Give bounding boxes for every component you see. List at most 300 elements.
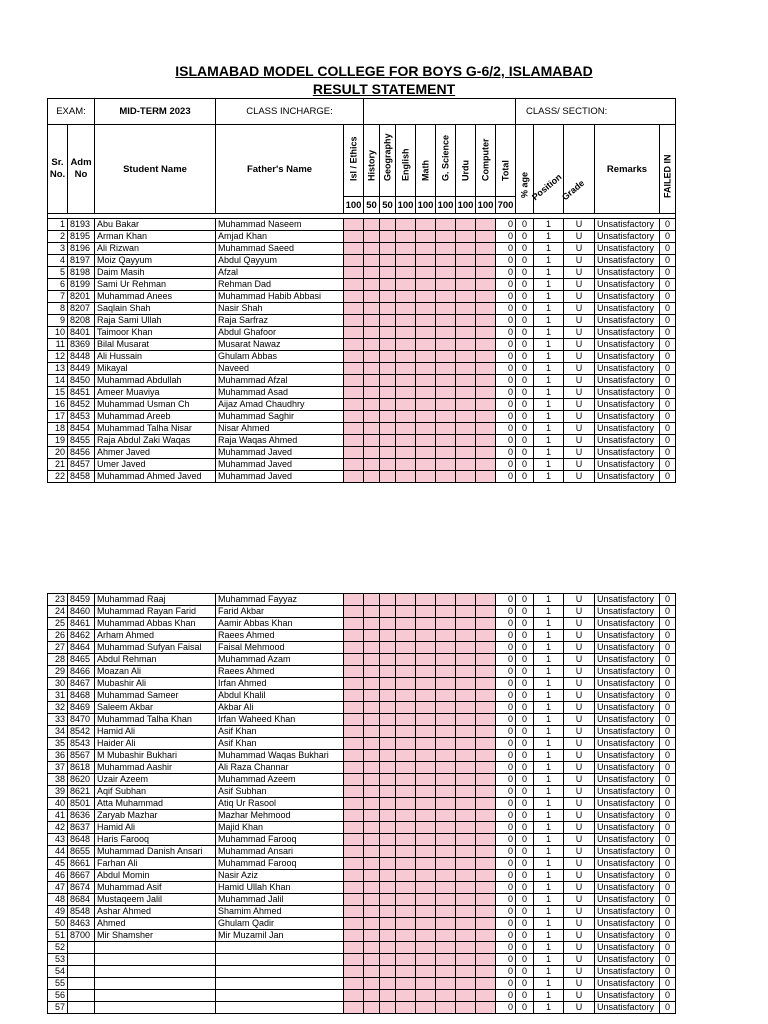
percent-cell: 0	[516, 411, 534, 423]
student-name-cell: Bilal Musarat	[95, 339, 216, 351]
marks-cell	[416, 822, 436, 834]
marks-cell	[456, 471, 476, 483]
marks-cell	[380, 435, 396, 447]
grade-cell: U	[564, 654, 595, 666]
student-name-cell: Haris Farooq	[95, 834, 216, 846]
marks-cell	[396, 327, 416, 339]
class-incharge-value	[364, 99, 516, 125]
grade-cell: U	[564, 882, 595, 894]
failed-in-cell: 0	[660, 666, 676, 678]
student-name-cell: Muhammad Rayan Farid	[95, 606, 216, 618]
grade-cell: U	[564, 291, 595, 303]
remarks-cell: Unsatisfactory	[595, 810, 660, 822]
remarks-cell: Unsatisfactory	[595, 642, 660, 654]
table-row	[48, 267, 676, 279]
total-cell: 0	[496, 642, 516, 654]
grade-cell: U	[564, 702, 595, 714]
grade-cell: U	[564, 219, 595, 231]
percent-cell: 0	[516, 339, 534, 351]
table-row	[48, 630, 676, 642]
marks-cell	[456, 690, 476, 702]
marks-cell	[364, 750, 380, 762]
remarks-cell: Unsatisfactory	[595, 351, 660, 363]
adm-no-cell: 8674	[68, 882, 95, 894]
grade-cell: U	[564, 906, 595, 918]
student-name-cell: Taimoor Khan	[95, 327, 216, 339]
marks-cell	[456, 327, 476, 339]
marks-cell	[396, 954, 416, 966]
father-name-cell: Abdul Qayyum	[216, 255, 344, 267]
sr-no-cell: 37	[48, 762, 68, 774]
marks-cell	[456, 654, 476, 666]
marks-cell	[456, 954, 476, 966]
total-cell: 0	[496, 762, 516, 774]
marks-cell	[436, 666, 456, 678]
table-row	[48, 231, 676, 243]
percent-cell: 0	[516, 978, 534, 990]
marks-cell	[476, 666, 496, 678]
marks-cell	[456, 990, 476, 1002]
position-cell: 1	[534, 678, 564, 690]
grade-cell: U	[564, 630, 595, 642]
marks-cell	[436, 375, 456, 387]
marks-cell	[456, 930, 476, 942]
marks-cell	[396, 870, 416, 882]
sr-no-cell: 55	[48, 978, 68, 990]
failed-in-cell: 0	[660, 906, 676, 918]
marks-cell	[380, 750, 396, 762]
student-name-cell	[95, 978, 216, 990]
marks-cell	[344, 435, 364, 447]
marks-cell	[396, 630, 416, 642]
father-name-cell: Muhammad Saghir	[216, 411, 344, 423]
percent-cell: 0	[516, 666, 534, 678]
remarks-cell: Unsatisfactory	[595, 387, 660, 399]
marks-cell	[396, 810, 416, 822]
remarks-cell: Unsatisfactory	[595, 618, 660, 630]
grade-cell: U	[564, 738, 595, 750]
marks-cell	[364, 1002, 380, 1014]
marks-cell	[344, 918, 364, 930]
sr-no-cell: 11	[48, 339, 68, 351]
total-cell: 0	[496, 810, 516, 822]
sr-no-cell: 38	[48, 774, 68, 786]
marks-cell	[364, 762, 380, 774]
marks-cell	[476, 447, 496, 459]
position-cell: 1	[534, 810, 564, 822]
adm-no-cell: 8470	[68, 714, 95, 726]
position-cell: 1	[534, 231, 564, 243]
remarks-cell: Unsatisfactory	[595, 363, 660, 375]
failed-in-cell: 0	[660, 798, 676, 810]
percent-cell: 0	[516, 918, 534, 930]
grade-cell: U	[564, 870, 595, 882]
failed-in-cell: 0	[660, 762, 676, 774]
marks-cell	[436, 630, 456, 642]
remarks-cell: Unsatisfactory	[595, 447, 660, 459]
marks-cell	[364, 978, 380, 990]
marks-cell	[364, 990, 380, 1002]
adm-no-cell: 8667	[68, 870, 95, 882]
marks-cell	[380, 798, 396, 810]
sr-no-cell: 3	[48, 243, 68, 255]
position-cell: 1	[534, 303, 564, 315]
total-cell: 0	[496, 255, 516, 267]
failed-in-cell: 0	[660, 810, 676, 822]
percent-cell: 0	[516, 786, 534, 798]
adm-no-cell	[68, 942, 95, 954]
document-subtitle: RESULT STATEMENT	[312, 81, 456, 97]
total-cell: 0	[496, 279, 516, 291]
grade-cell: U	[564, 918, 595, 930]
marks-cell	[396, 423, 416, 435]
marks-cell	[476, 834, 496, 846]
header-failed-in: FAILED IN	[660, 125, 676, 214]
father-name-cell: Muhammad Afzal	[216, 375, 344, 387]
failed-in-cell: 0	[660, 375, 676, 387]
marks-cell	[456, 447, 476, 459]
student-name-cell: Ameer Muaviya	[95, 387, 216, 399]
marks-cell	[416, 834, 436, 846]
marks-cell	[380, 726, 396, 738]
percent-cell: 0	[516, 690, 534, 702]
marks-cell	[380, 702, 396, 714]
remarks-cell: Unsatisfactory	[595, 798, 660, 810]
student-name-cell: Muhammad Abdullah	[95, 375, 216, 387]
percent-cell: 0	[516, 702, 534, 714]
marks-cell	[436, 678, 456, 690]
father-name-cell: Muhammad Farooq	[216, 858, 344, 870]
marks-cell	[436, 339, 456, 351]
remarks-cell: Unsatisfactory	[595, 303, 660, 315]
marks-cell	[380, 990, 396, 1002]
max-marks-cell: 100	[344, 197, 364, 214]
adm-no-cell: 8655	[68, 846, 95, 858]
adm-no-cell: 8700	[68, 930, 95, 942]
remarks-cell: Unsatisfactory	[595, 894, 660, 906]
percent-cell: 0	[516, 351, 534, 363]
total-cell: 0	[496, 930, 516, 942]
failed-in-cell: 0	[660, 279, 676, 291]
marks-cell	[364, 774, 380, 786]
total-cell: 0	[496, 423, 516, 435]
marks-cell	[396, 471, 416, 483]
marks-cell	[456, 726, 476, 738]
student-name-cell: Ashar Ahmed	[95, 906, 216, 918]
student-name-cell	[95, 942, 216, 954]
marks-cell	[476, 954, 496, 966]
position-cell: 1	[534, 315, 564, 327]
marks-cell	[456, 774, 476, 786]
remarks-cell: Unsatisfactory	[595, 966, 660, 978]
student-name-cell: Mikayal	[95, 363, 216, 375]
position-cell: 1	[534, 966, 564, 978]
failed-in-cell: 0	[660, 231, 676, 243]
percent-cell: 0	[516, 834, 534, 846]
failed-in-cell: 0	[660, 267, 676, 279]
marks-cell	[436, 822, 456, 834]
grade-cell: U	[564, 594, 595, 606]
marks-cell	[476, 822, 496, 834]
table-row	[48, 387, 676, 399]
total-cell: 0	[496, 351, 516, 363]
marks-cell	[476, 1002, 496, 1014]
father-name-cell: Mazhar Mehmood	[216, 810, 344, 822]
sr-no-cell: 34	[48, 726, 68, 738]
grade-cell: U	[564, 726, 595, 738]
grade-cell: U	[564, 846, 595, 858]
student-name-cell: Atta Muhammad	[95, 798, 216, 810]
total-cell: 0	[496, 726, 516, 738]
marks-cell	[396, 642, 416, 654]
sr-no-cell: 45	[48, 858, 68, 870]
marks-cell	[380, 423, 396, 435]
table-row	[48, 798, 676, 810]
position-cell: 1	[534, 255, 564, 267]
header-urdu: Urdu	[456, 125, 476, 197]
position-cell: 1	[534, 870, 564, 882]
marks-cell	[364, 291, 380, 303]
position-cell: 1	[534, 846, 564, 858]
marks-cell	[344, 846, 364, 858]
table-row	[48, 846, 676, 858]
marks-cell	[344, 219, 364, 231]
position-cell: 1	[534, 327, 564, 339]
marks-cell	[416, 630, 436, 642]
father-name-cell	[216, 954, 344, 966]
marks-cell	[476, 774, 496, 786]
marks-cell	[436, 726, 456, 738]
marks-cell	[396, 594, 416, 606]
position-cell: 1	[534, 786, 564, 798]
table-row	[48, 423, 676, 435]
marks-cell	[380, 594, 396, 606]
marks-cell	[396, 738, 416, 750]
remarks-cell: Unsatisfactory	[595, 471, 660, 483]
position-cell: 1	[534, 690, 564, 702]
sr-no-cell: 14	[48, 375, 68, 387]
marks-cell	[416, 231, 436, 243]
marks-cell	[344, 714, 364, 726]
father-name-cell: Raees Ahmed	[216, 666, 344, 678]
marks-cell	[416, 447, 436, 459]
marks-cell	[436, 255, 456, 267]
marks-cell	[344, 954, 364, 966]
grade-cell: U	[564, 762, 595, 774]
marks-cell	[456, 219, 476, 231]
marks-cell	[364, 942, 380, 954]
marks-cell	[416, 618, 436, 630]
marks-cell	[396, 375, 416, 387]
failed-in-cell: 0	[660, 990, 676, 1002]
table-row	[48, 447, 676, 459]
percent-cell: 0	[516, 291, 534, 303]
failed-in-cell: 0	[660, 423, 676, 435]
position-cell: 1	[534, 459, 564, 471]
remarks-cell: Unsatisfactory	[595, 762, 660, 774]
position-cell: 1	[534, 618, 564, 630]
marks-cell	[476, 630, 496, 642]
marks-cell	[416, 339, 436, 351]
remarks-cell: Unsatisfactory	[595, 846, 660, 858]
father-name-cell	[216, 966, 344, 978]
marks-cell	[364, 387, 380, 399]
marks-cell	[380, 231, 396, 243]
remarks-cell: Unsatisfactory	[595, 834, 660, 846]
adm-no-cell: 8543	[68, 738, 95, 750]
table-row	[48, 435, 676, 447]
marks-cell	[380, 267, 396, 279]
marks-cell	[436, 798, 456, 810]
marks-cell	[364, 786, 380, 798]
father-name-cell: Muhammad Waqas Bukhari	[216, 750, 344, 762]
adm-no-cell	[68, 978, 95, 990]
marks-cell	[396, 459, 416, 471]
total-cell: 0	[496, 942, 516, 954]
adm-no-cell: 8465	[68, 654, 95, 666]
remarks-cell: Unsatisfactory	[595, 243, 660, 255]
table-row	[48, 315, 676, 327]
percent-cell: 0	[516, 363, 534, 375]
sr-no-cell: 21	[48, 459, 68, 471]
adm-no-cell: 8369	[68, 339, 95, 351]
percent-cell: 0	[516, 423, 534, 435]
student-name-cell: Saqlain Shah	[95, 303, 216, 315]
failed-in-cell: 0	[660, 459, 676, 471]
marks-cell	[364, 894, 380, 906]
marks-cell	[436, 471, 456, 483]
position-cell: 1	[534, 363, 564, 375]
failed-in-cell: 0	[660, 918, 676, 930]
remarks-cell: Unsatisfactory	[595, 255, 660, 267]
marks-cell	[396, 399, 416, 411]
total-cell: 0	[496, 315, 516, 327]
sr-no-cell: 41	[48, 810, 68, 822]
marks-cell	[456, 642, 476, 654]
student-name-cell: Ahmer Javed	[95, 447, 216, 459]
marks-cell	[416, 954, 436, 966]
marks-cell	[476, 750, 496, 762]
marks-cell	[456, 870, 476, 882]
student-name-cell: Mustaqeem Jalil	[95, 894, 216, 906]
marks-cell	[396, 447, 416, 459]
marks-cell	[476, 798, 496, 810]
marks-cell	[416, 690, 436, 702]
marks-cell	[416, 726, 436, 738]
position-cell: 1	[534, 654, 564, 666]
marks-cell	[436, 942, 456, 954]
marks-cell	[380, 786, 396, 798]
marks-cell	[416, 399, 436, 411]
position-cell: 1	[534, 906, 564, 918]
marks-cell	[380, 255, 396, 267]
table-row	[48, 654, 676, 666]
marks-cell	[416, 786, 436, 798]
father-name-cell: Muhammad Azam	[216, 654, 344, 666]
marks-cell	[344, 906, 364, 918]
marks-cell	[364, 219, 380, 231]
percent-cell: 0	[516, 726, 534, 738]
sr-no-cell: 32	[48, 702, 68, 714]
marks-cell	[344, 990, 364, 1002]
marks-cell	[396, 834, 416, 846]
marks-cell	[364, 882, 380, 894]
marks-cell	[436, 810, 456, 822]
marks-cell	[416, 606, 436, 618]
marks-cell	[456, 762, 476, 774]
remarks-cell: Unsatisfactory	[595, 906, 660, 918]
sr-no-cell: 9	[48, 315, 68, 327]
marks-cell	[436, 399, 456, 411]
percent-cell: 0	[516, 906, 534, 918]
total-cell: 0	[496, 267, 516, 279]
marks-cell	[436, 870, 456, 882]
header-adm: Adm No	[68, 125, 95, 214]
table-row	[48, 666, 676, 678]
marks-cell	[344, 630, 364, 642]
marks-cell	[436, 327, 456, 339]
marks-cell	[364, 471, 380, 483]
marks-cell	[476, 738, 496, 750]
percent-cell: 0	[516, 387, 534, 399]
marks-cell	[396, 906, 416, 918]
sr-no-cell: 53	[48, 954, 68, 966]
sr-no-cell: 1	[48, 219, 68, 231]
student-name-cell	[95, 1002, 216, 1014]
marks-cell	[380, 858, 396, 870]
table-row	[48, 918, 676, 930]
percent-cell: 0	[516, 375, 534, 387]
failed-in-cell: 0	[660, 1002, 676, 1014]
marks-cell	[344, 279, 364, 291]
student-name-cell: Mubashir Ali	[95, 678, 216, 690]
marks-cell	[344, 618, 364, 630]
marks-cell	[416, 870, 436, 882]
father-name-cell: Nasir Aziz	[216, 870, 344, 882]
marks-cell	[416, 411, 436, 423]
marks-cell	[416, 810, 436, 822]
marks-cell	[380, 291, 396, 303]
failed-in-cell: 0	[660, 942, 676, 954]
marks-cell	[344, 471, 364, 483]
marks-cell	[396, 978, 416, 990]
marks-cell	[456, 267, 476, 279]
remarks-cell: Unsatisfactory	[595, 666, 660, 678]
failed-in-cell: 0	[660, 387, 676, 399]
marks-cell	[436, 303, 456, 315]
failed-in-cell: 0	[660, 930, 676, 942]
failed-in-cell: 0	[660, 714, 676, 726]
marks-cell	[380, 618, 396, 630]
sr-no-cell: 43	[48, 834, 68, 846]
marks-cell	[416, 219, 436, 231]
marks-cell	[456, 834, 476, 846]
marks-cell	[344, 666, 364, 678]
marks-cell	[456, 243, 476, 255]
total-cell: 0	[496, 435, 516, 447]
marks-cell	[344, 399, 364, 411]
marks-cell	[416, 459, 436, 471]
marks-cell	[436, 642, 456, 654]
failed-in-cell: 0	[660, 702, 676, 714]
marks-cell	[476, 846, 496, 858]
marks-cell	[456, 798, 476, 810]
father-name-cell: Muhammad Jalil	[216, 894, 344, 906]
grade-cell: U	[564, 678, 595, 690]
marks-cell	[436, 918, 456, 930]
adm-no-cell: 8462	[68, 630, 95, 642]
adm-no-cell: 8196	[68, 243, 95, 255]
